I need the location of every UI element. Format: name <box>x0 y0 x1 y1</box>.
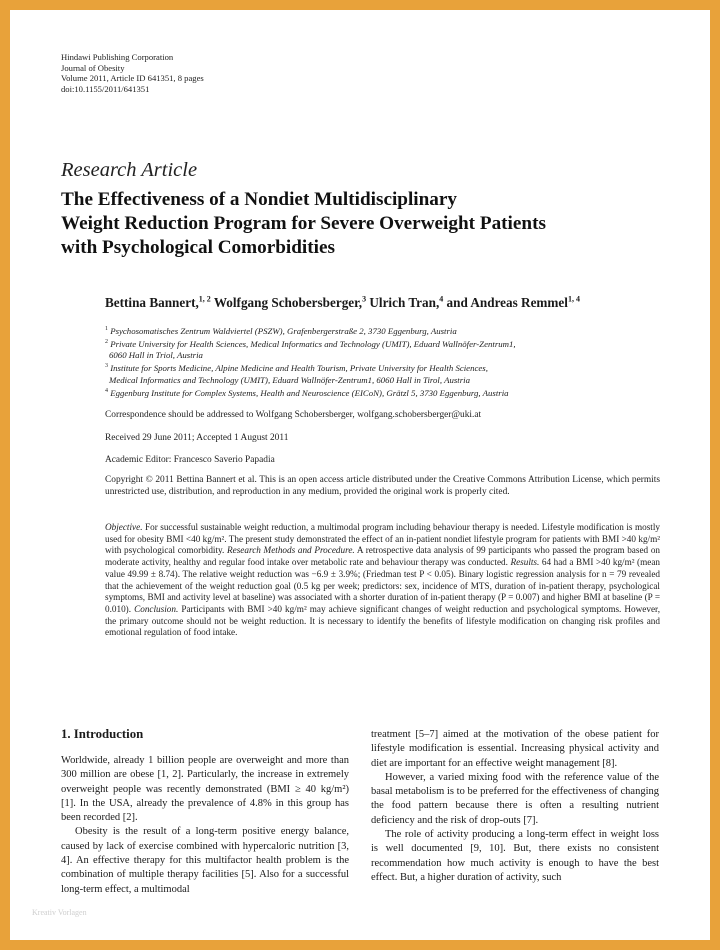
title-line: Weight Reduction Program for Severe Overweight Patients <box>61 213 546 234</box>
abstract-objective: For successful sustainable weight reduction, a multimodal program including behaviour therapy is needed. Lifestyle modification is mostly used for obesity BMI <40 kg/m². The present study demonstrated the effect of an in-patient nondiet lifestyle program for patients with BMI >40 kg/m² with psychological comorbidity. <box>105 522 660 556</box>
abstract-conclusion: Participants with BMI >40 kg/m² may achieve significant changes of weight reduction and psychological symptoms. However, the primary outcome should not be weight reduction. It is necessary to identify the benefits of lifestyle modification on changing risk profiles and emotional regulation of food intake. <box>105 603 661 638</box>
publisher: Hindawi Publishing Corporation <box>61 52 174 62</box>
author: Ulrich Tran,$^4$ <box>369 295 444 311</box>
correspondence: Correspondence should be addressed to Wolfgang Schobersberger, wolfgang.schobersberger@uki.at <box>105 410 482 420</box>
journal-name: Journal of Obesity <box>61 62 125 73</box>
paragraph: Obesity is the result of a long-term positive energy balance, caused by lack of exercise combined with hypercaloric nutrition [3, 4]. An effective therapy for this multifactor health problem is the combination of multiple therapy facilities [5]. Also for a successful long-term effect, a multimodal <box>61 826 349 895</box>
abstract-methods: A retrospective data analysis of 99 participants who passed the program based on moderate activity, healthy and regular food intake over metabolic rate and behaviour therapy was conducted. <box>105 545 661 568</box>
right-column <box>371 728 659 885</box>
volume-info: Volume 2011, Article ID 641351, 8 pages <box>61 73 204 84</box>
section-heading: 1. Introduction <box>61 727 144 741</box>
abstract-methods-label: Research Methods and Procedure. <box>227 545 355 556</box>
paper-page <box>10 10 710 940</box>
paragraph: treatment [5–7] aimed at the motivation of the obese patient for lifestyle modification is essential. Increasing physical activity and diet are important for an effective weight management [8]. <box>371 729 659 769</box>
author: and Andreas Remmel$^{1, 4}$ <box>446 295 580 311</box>
article-type: Research Article <box>61 159 198 181</box>
paper-title <box>61 188 546 260</box>
paragraph: However, a varied mixing food with the reference value of the basal metabolism is to be preferred for the effectiveness of changing the food pattern because there is often a resulting nutrient deficiency and the risk of drop-outs [7]. <box>371 771 659 826</box>
abstract-results: 64 had a BMI >40 kg/m² (mean value 49.99 ± 8.74). The relative weight reduction was −6.9 ± 3.9%; (Friedman test P < 0.05). Binary logistic regression analysis for n = 79 revealed that the achievement of the weight reduction goal (0.5 kg per week; predictors: sex, incidence of MTS, duration of in-patient therapy, psychological symptoms, BMI and activity level at baseline) was associated with a shorter duration of in-patient therapy (P = 0.007) and higher BMI at baseline (P = 0.010). <box>105 557 660 614</box>
abstract <box>105 522 660 639</box>
abstract-objective-label: Objective. <box>105 522 143 532</box>
title-line: with Psychological Comorbidities <box>61 237 335 258</box>
watermark: Kreativ Vorlagen <box>32 908 87 917</box>
paragraph: Worldwide, already 1 billion people are overweight and more than 300 million are obese [1, 2]. Particularly, the increase in extremely overweight people was recently demonstrated (BMI ≥ 40 kg/m²) [1]. In the USA, already the prevalence of 4.8% in this group has been recorded [2]. <box>61 755 349 824</box>
doi: doi:10.1155/2011/641351 <box>61 83 150 94</box>
affiliations <box>105 324 516 399</box>
journal-header <box>61 52 204 94</box>
abstract-results-label: Results. <box>510 557 540 568</box>
affiliation-3: $^3$ Institute for Sports Medicine, Alpine Medicine and Health Tourism, Private University for Health Sciences, <box>105 363 488 374</box>
left-column <box>61 754 349 897</box>
author: Bettina Bannert,$^{1, 2}$ <box>105 295 211 311</box>
received-date: Received 29 June 2011; Accepted 1 August 2011 <box>105 433 289 443</box>
academic-editor: Academic Editor: Francesco Saverio Papadia <box>105 455 275 465</box>
title-line: The Effectiveness of a Nondiet Multidisciplinary <box>61 189 457 210</box>
affiliation-2: $^2$ Private University for Health Sciences, Medical Informatics and Technology (UMIT), Eduard Wallnöfer-Zentrum1, <box>105 339 516 350</box>
author-list <box>105 295 580 311</box>
paragraph: The role of activity producing a long-term effect in weight loss is well documented [9, 10]. But, there exists no consistent recommendation how much activity is enough to have the best effect. But, a higher duration of activity, such <box>371 829 659 883</box>
affiliation-3-cont: Medical Informatics and Technology (UMIT), Eduard Wallnöfer-Zentrum1, 6060 Hall in Tirol, Austria <box>109 374 470 385</box>
affiliation-4: $^4$ Eggenburg Institute for Complex Systems, Health and Neuroscience (EICoN), Grätzl 5, 3730 Eggenburg, Austria <box>105 387 509 398</box>
affiliation-1: $^1$ Psychosomatisches Zentrum Waldviertel (PSZW), Grafenbergerstraße 2, 3730 Eggenburg, Austria <box>105 325 457 336</box>
author: Wolfgang Schobersberger,$^3$ <box>213 295 367 311</box>
abstract-conclusion-label: Conclusion. <box>134 603 179 614</box>
affiliation-2-cont: 6060 Hall in Triol, Austria <box>109 350 203 361</box>
copyright-notice: Copyright © 2011 Bettina Bannert et al. This is an open access article distributed under the Creative Commons Attribution License, which permits unrestricted use, distribution, and reproduction in any medium, provided the original work is properly cited. <box>105 475 660 497</box>
